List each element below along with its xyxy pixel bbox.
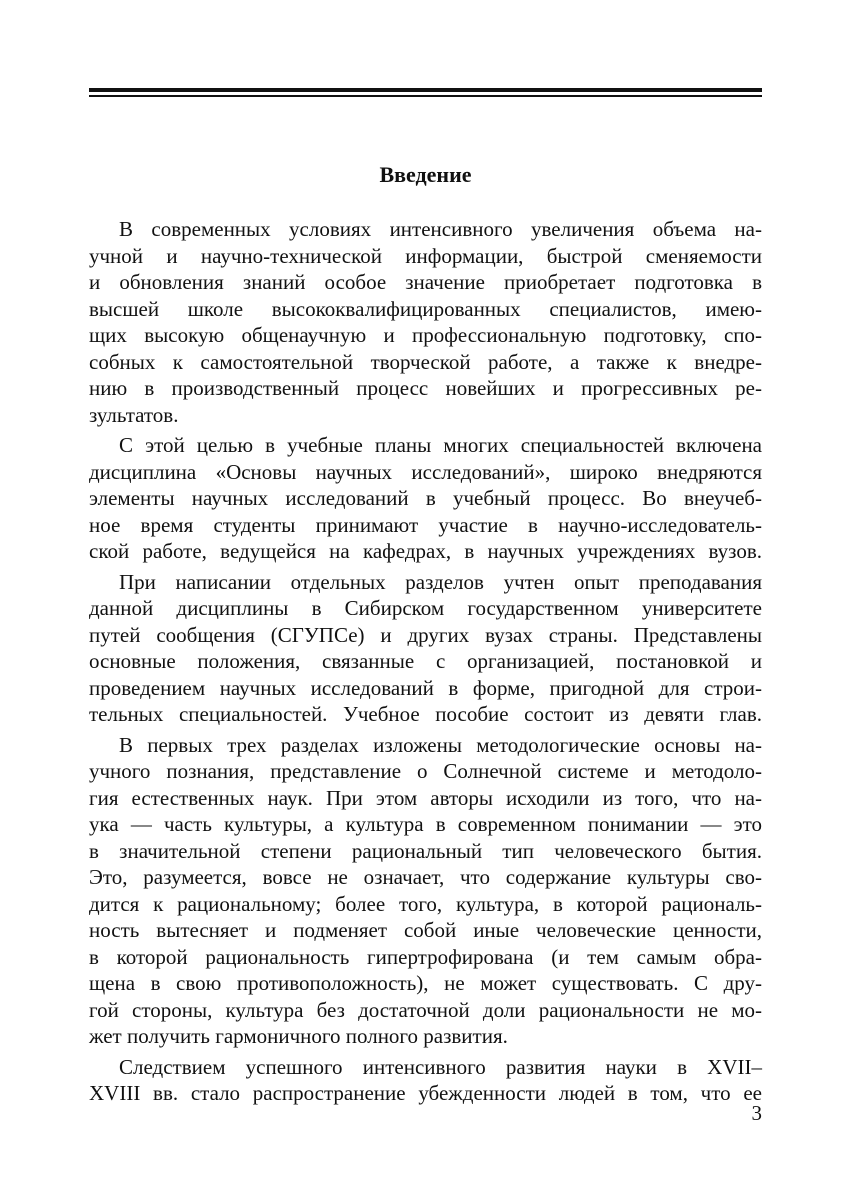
text-line: дисциплина «Основы научных исследований», широко внедряются — [89, 459, 762, 484]
text-line: и обновления знаний особое значение приобретает подготовка в — [89, 270, 762, 294]
page-number: 3 — [751, 1101, 762, 1125]
text-line: При написании отдельных разделов учтен опыт преподавания — [119, 569, 762, 594]
text-line: тельных специальностей. Учебное пособие состоит из девяти глав. — [89, 702, 762, 726]
header-rule-thick — [89, 88, 762, 92]
text-line: проведением научных исследований в форме, пригодной для строи- — [89, 675, 762, 700]
text-line: данной дисциплины в Сибирском государственном университете — [89, 596, 762, 620]
text-line: зультатов. — [89, 402, 179, 427]
text-line: в которой рациональность гипертрофирована (и тем самым обра- — [89, 944, 762, 969]
text-line: ное время студенты принимают участие в научно-исследователь- — [89, 512, 762, 537]
text-line: ука — часть культуры, а культура в современном понимании — это — [89, 812, 762, 836]
paragraph — [89, 569, 762, 728]
text-line: В первых трех разделах изложены методологические основы на- — [119, 732, 762, 757]
paragraph — [89, 216, 762, 428]
text-line: ской работе, ведущейся на кафедрах, в научных учреждениях вузов. — [89, 539, 762, 563]
text-line: элементы научных исследований в учебный процесс. Во внеучеб- — [89, 486, 762, 510]
body-text — [89, 216, 762, 1107]
text-line: щена в свою противоположность), не может существовать. С дру- — [89, 971, 762, 995]
text-line: дится к рациональному; более того, культура, в которой рациональ- — [89, 891, 762, 916]
text-line: путей сообщения (СГУПСе) и других вузах страны. Представлены — [89, 622, 762, 647]
text-line: Следствием успешного интенсивного развития науки в XVII– — [119, 1054, 762, 1079]
text-line: XVIII вв. стало распространение убежденности людей в том, что ее — [89, 1081, 762, 1105]
paragraph — [89, 1054, 762, 1107]
text-line: Это, разумеется, вовсе не означает, что содержание культуры сво- — [89, 865, 762, 889]
text-line: гия естественных наук. При этом авторы исходили из того, что на- — [89, 785, 762, 810]
text-line: учной и научно-технической информации, быстрой сменяемости — [89, 243, 762, 268]
text-line: в значительной степени рациональный тип человеческого бытия. — [89, 838, 762, 863]
text-line: ность вытесняет и подменяет собой иные человеческие ценности, — [89, 918, 762, 942]
page-title: Введение — [379, 162, 472, 187]
text-line: собных к самостоятельной творческой работе, а также к внедре- — [89, 349, 762, 374]
text-line: щих высокую общенаучную и профессиональную подготовку, спо- — [89, 323, 762, 347]
paragraph — [89, 732, 762, 1050]
header-rule-thin — [89, 95, 762, 97]
text-line: высшей школе высококвалифицированных специалистов, имею- — [89, 296, 762, 321]
text-line: гой стороны, культура без достаточной доли рациональности не мо- — [89, 997, 762, 1022]
text-line: основные положения, связанные с организацией, постановкой и — [89, 649, 762, 673]
paragraph — [89, 432, 762, 565]
text-line: жет получить гармоничного полного развития. — [89, 1024, 508, 1048]
text-line: нию в производственный процесс новейших и прогрессивных ре- — [89, 376, 762, 400]
text-line: учного познания, представление о Солнечной системе и методоло- — [89, 759, 762, 783]
text-line: В современных условиях интенсивного увеличения объема на- — [119, 217, 762, 241]
text-line: С этой целью в учебные планы многих специальностей включена — [119, 433, 762, 457]
